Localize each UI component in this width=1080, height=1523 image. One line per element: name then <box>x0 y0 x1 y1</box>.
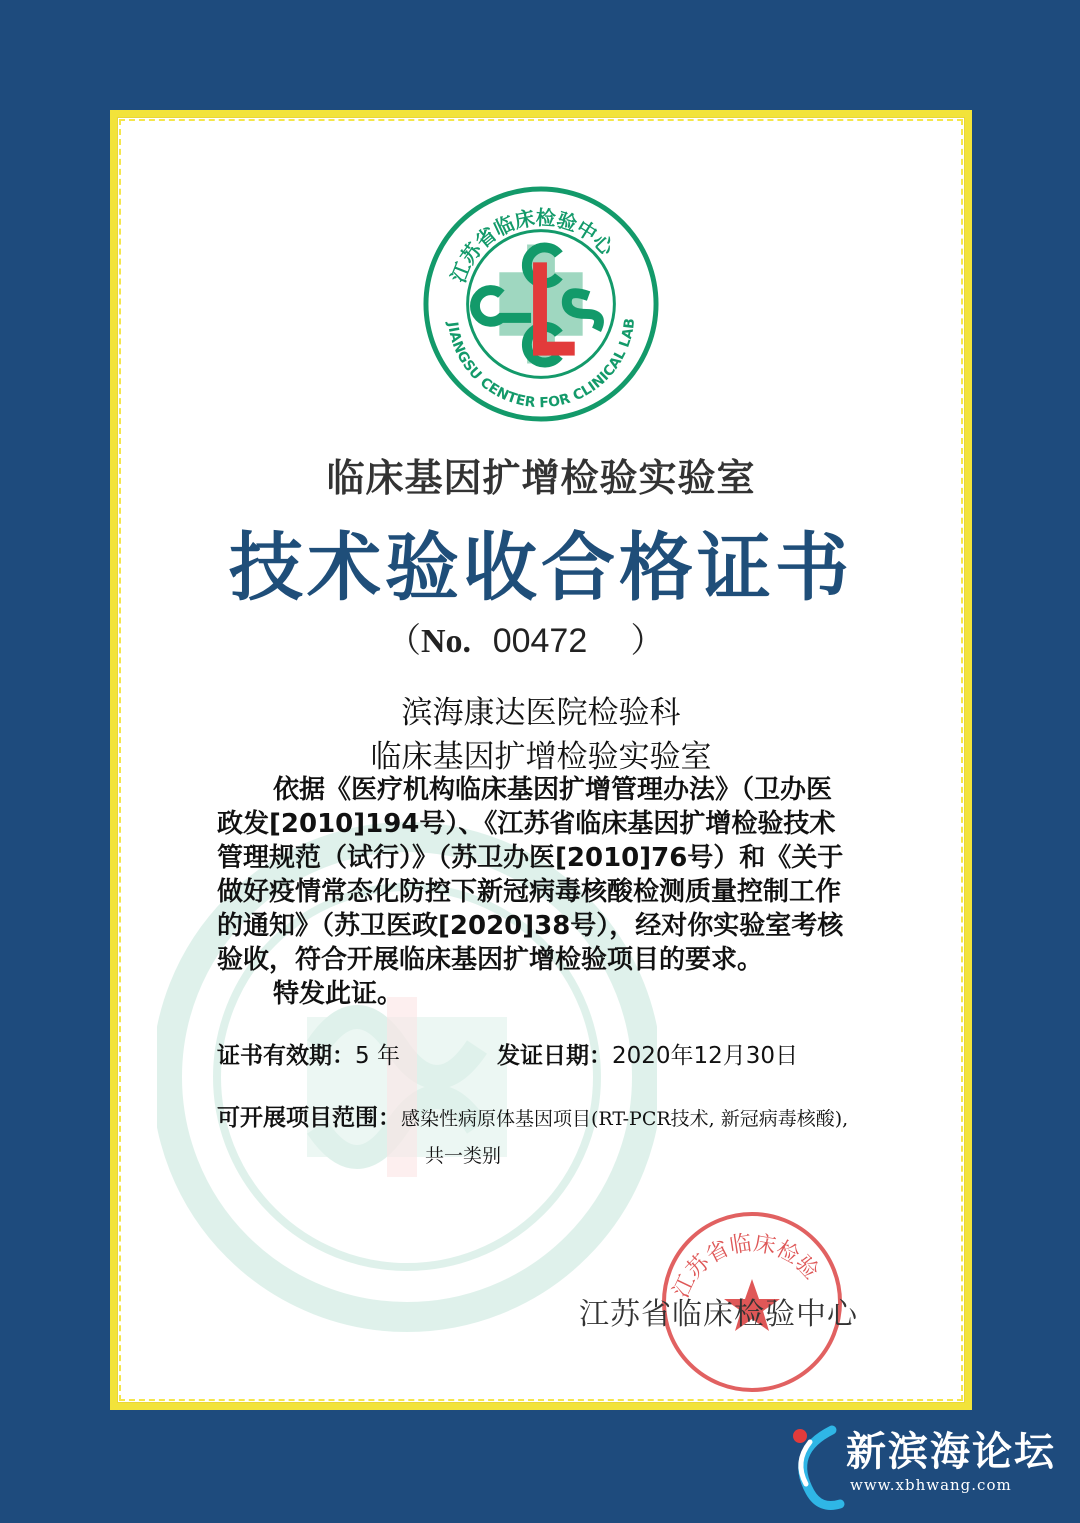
recipient-line-1: 滨海康达医院检验科 <box>401 695 681 731</box>
issue-date-row <box>497 1037 798 1070</box>
site-brand <box>780 1418 1080 1523</box>
logo-en-text: JIANGSU CENTER FOR CLINICAL LAB <box>444 317 639 412</box>
cert-number-close: ） <box>630 621 665 661</box>
body-line: 验收，符合开展临床基因扩增检验项目的要求。 <box>217 945 764 975</box>
cert-number-label: No. <box>421 623 472 660</box>
body-line: 政发[2010]194号）、《江苏省临床基因扩增检验技术 <box>217 809 836 839</box>
cert-number-open: （ <box>387 621 421 661</box>
scope-row-2 <box>425 1141 501 1168</box>
body-line: 做好疫情常态化防控下新冠病毒核酸检测质量控制工作 <box>217 877 842 907</box>
scope-value-line-2: 共一类别 <box>425 1145 502 1167</box>
validity-row <box>217 1037 400 1070</box>
lab-center-logo-icon <box>422 185 660 423</box>
body-line: 依据《医疗机构临床基因扩增管理办法》（卫办医 <box>273 775 833 805</box>
issuer-name: 江苏省临床检验中心 <box>579 1297 858 1332</box>
cert-title: 技术验收合格证书 <box>229 525 853 611</box>
scope-row <box>217 1099 848 1132</box>
brand-name: 新滨海论坛 <box>846 1429 1056 1475</box>
body-line: 管理规范（试行）》（苏卫办医[2010]76号）和《关于 <box>217 843 844 873</box>
recipient-line-2: 临床基因扩增检验实验室 <box>370 739 712 775</box>
issue-date-label: 发证日期： <box>497 1043 612 1069</box>
scope-value-line-1: 感染性病原体基因项目(RT-PCR技术, 新冠病毒核酸), <box>401 1108 849 1130</box>
cert-subtitle: 临床基因扩增检验实验室 <box>326 455 756 500</box>
cert-number-value: 00472 <box>492 622 588 660</box>
certificate-frame <box>110 110 972 1410</box>
brand-url[interactable]: www.xbhwang.com <box>850 1476 1012 1494</box>
body-line: 的通知》（苏卫医政[2020]38号），经对你实验室考核 <box>217 911 844 941</box>
body-line: 特发此证。 <box>273 979 404 1009</box>
validity-label: 证书有效期： <box>217 1043 355 1069</box>
validity-value: 5 年 <box>355 1043 400 1069</box>
cert-body <box>217 773 877 1011</box>
seal-text: 江苏省临床检验 <box>668 1230 824 1302</box>
logo-cn-text: 江苏省临床检验中心 <box>446 206 619 286</box>
cert-number <box>387 613 664 662</box>
brand-logo-icon <box>780 1422 846 1512</box>
scope-label: 可开展项目范围： <box>217 1105 401 1131</box>
issue-date-value: 2020年12月30日 <box>612 1043 799 1069</box>
